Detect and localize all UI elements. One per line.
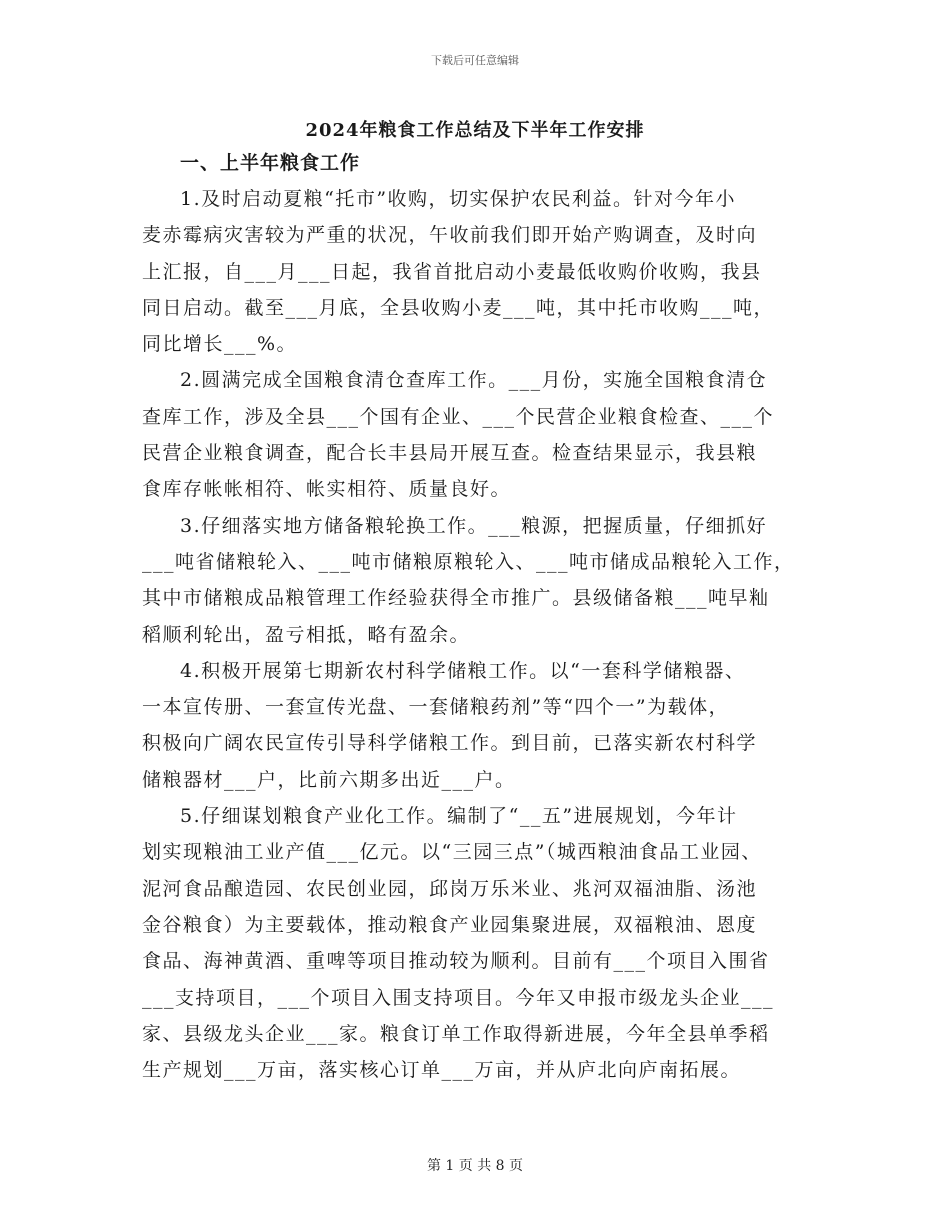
paragraph-line: 民营企业粮食调查，配合长丰县局开展互查。检查结果显示，我县粮 [142, 442, 758, 465]
paragraph-line: 同日启动。截至___月底，全县收购小麦___吨，其中托市收购___吨， [142, 296, 775, 319]
paragraph-line: ___支持项目，___个项目入围支持项目。今年又申报市级龙头企业___ [142, 986, 775, 1009]
paragraph-line: 其中市储粮成品粮管理工作经验获得全市推广。县级储备粮___吨早籼 [142, 587, 770, 610]
paragraph-line: 稻顺利轮出，盈亏相抵，略有盈余。 [142, 623, 471, 646]
paragraph-line: 1.及时启动夏粮“托市”收购，切实保护农民利益。针对今年小 [180, 188, 737, 210]
paragraph [142, 653, 812, 798]
paragraph-line: 4.积极开展第七期新农村科学储粮工作。以“一套科学储粮器、 [180, 659, 746, 682]
paragraph-line: 生产规划___万亩，落实核心订单___万亩，并从庐北向庐南拓展。 [142, 1059, 742, 1082]
paragraph-line: 储粮器材___户，比前六期多出近___户。 [142, 768, 516, 791]
section-heading: 一、上半年粮食工作 [180, 152, 361, 174]
paragraph-line: 3.仔细落实地方储备粮轮换工作。___粮源，把握质量，仔细抓好 [180, 514, 768, 537]
page-header-note: 下载后可任意编辑 [431, 54, 519, 67]
paragraph-line: 一本宣传册、一套宣传光盘、一套储粮药剂”等“四个一”为载体， [142, 696, 730, 719]
document-title: 2024年粮食工作总结及下半年工作安排 [305, 120, 645, 141]
paragraph-line: 查库工作，涉及全县___个国有企业、___个民营企业粮食检查、___个 [142, 405, 775, 428]
paragraph [142, 798, 812, 1088]
paragraph-line: 2.圆满完成全国粮食清仓查库工作。___月份，实施全国粮食清仓 [180, 369, 768, 392]
paragraph-line: 麦赤霉病灾害较为严重的状况，午收前我们即开始产购调查，及时向 [142, 224, 758, 247]
paragraph [142, 508, 812, 653]
document-body [142, 145, 812, 1088]
paragraph-list [142, 181, 812, 1088]
paragraph-line: 食品、海神黄酒、重啤等项目推动较为顺利。目前有___个项目入围省 [142, 950, 770, 973]
paragraph [142, 181, 812, 362]
paragraph-line: 食库存帐帐相符、帐实相符、质量良好。 [142, 478, 512, 501]
paragraph [142, 362, 812, 507]
page-number: 第 1 页 共 8 页 [426, 1158, 524, 1174]
paragraph-line: ___吨省储粮轮入、___吨市储粮原粮轮入、___吨市储成品粮轮入工作， [142, 550, 795, 573]
paragraph-line: 金谷粮食）为主要载体，推动粮食产业园集聚进展，双福粮油、恩度 [142, 913, 758, 936]
paragraph-line: 5.仔细谋划粮食产业化工作。编制了“__五”进展规划，今年计 [180, 805, 738, 828]
paragraph-line: 上汇报，自___月___日起，我省首批启动小麦最低收购价收购，我县 [142, 260, 762, 283]
paragraph-line: 同比增长___%。 [142, 333, 298, 356]
paragraph-line: 积极向广阔农民宣传引导科学储粮工作。到目前，已落实新农村科学 [142, 732, 758, 755]
paragraph-line: 家、县级龙头企业___家。粮食订单工作取得新进展，今年全县单季稻 [142, 1022, 770, 1045]
paragraph-line: 划实现粮油工业产值___亿元。以“三园三点”（城西粮油食品工业园、 [142, 841, 762, 864]
paragraph-line: 泥河食品酿造园、农民创业园，邱岗万乐米业、兆河双福油脂、汤池 [142, 877, 758, 900]
